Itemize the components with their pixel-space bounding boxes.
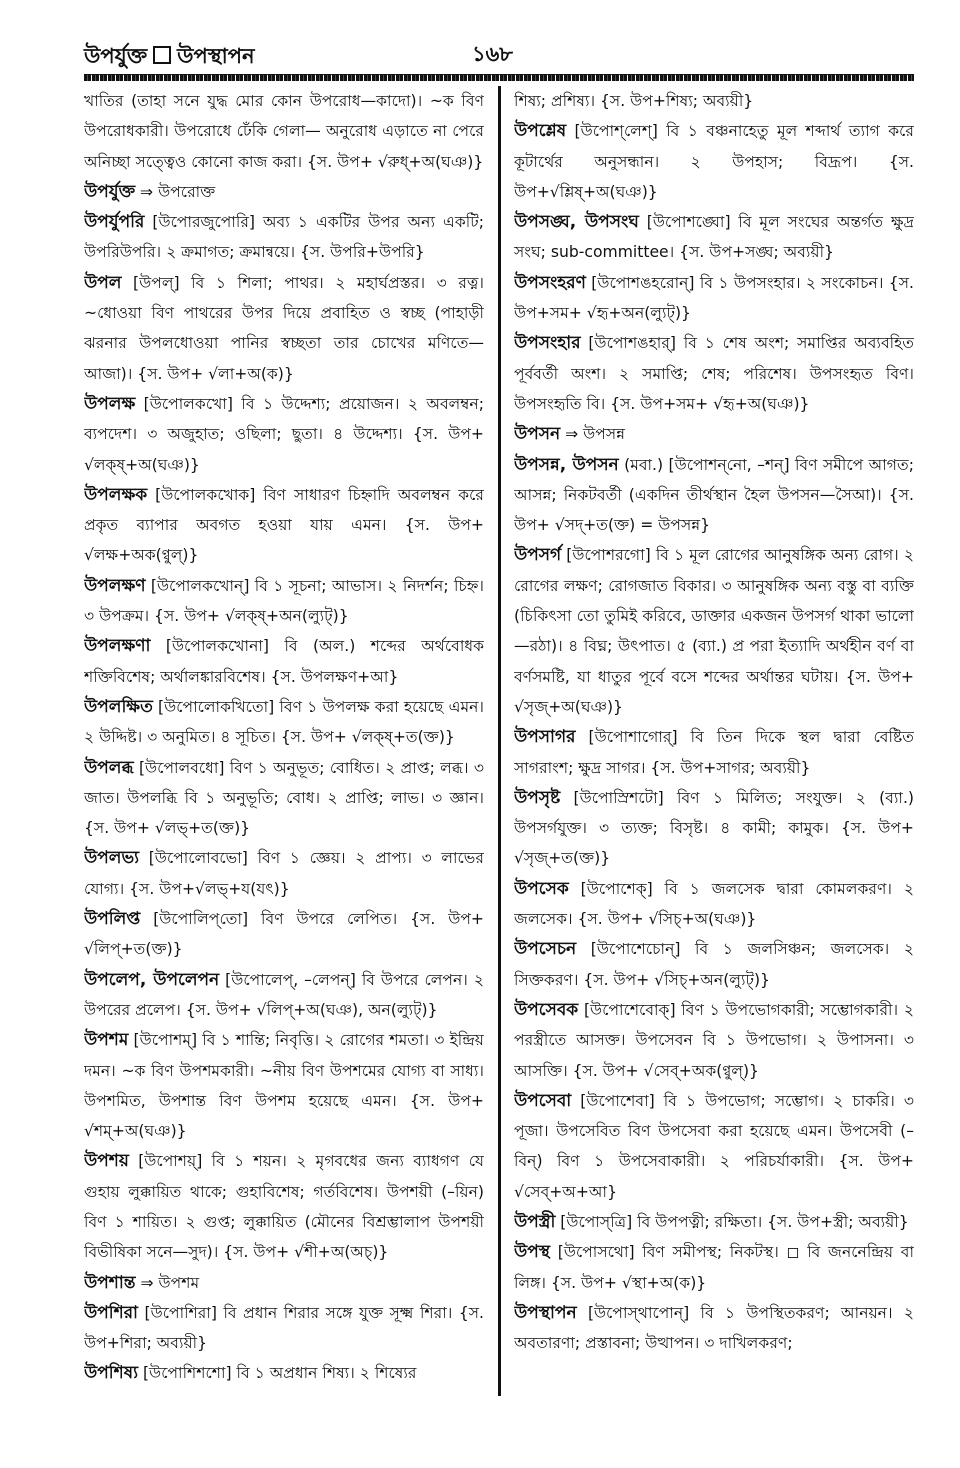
definition-text: [উপোলেপ্, –লেপন্] বি উপরে লেপন। ২ উপরের প্রলেপ। {স. উপ+ √লিপ্+অ(ঘঞ), অন(ল্যুট্)} [84,970,484,1019]
headword: উপলিপ্ত [84,909,141,930]
dictionary-entry [514,934,914,995]
dictionary-entry [84,1268,484,1298]
definition-text: ⇒ উপসন্ন [560,425,626,444]
definition-text: [উপোশয়্] বি ১ শয়ন। ২ মৃগবধের জন্য ব্যাধগণ যে গুহায় লুক্কায়িত থাকে; গুহাবিশেষ; গর্তবিশেষ। উপশয়ী (–য়িন) বিণ ১ শায়িত। ২ গুপ্ত; লুক্কায়িত (মৌনের বিশ্রম্ভালাপ উপশয়ী বিভীষিকা সনে—সুদ)। {স. উপ+ √শী+অ(অচ্)} [84,1152,484,1262]
dictionary-entry [84,389,484,480]
dictionary-entry [84,631,484,692]
dictionary-entry [514,1298,914,1359]
definition-text: [উপোলবধো] বিণ ১ অনুভূত; বোধিত। ২ প্রাপ্ত; লব্ধ। ৩ জাত। উপলব্ধি বি ১ অনুভূতি; বোধ। ২ প্রাপ্তি; লাভ। ৩ জ্ঞান। {স. উপ+ √লভ্+ত(ক্ত)} [84,758,484,838]
dictionary-entry [84,753,484,844]
definition-text: [উপোশঙ্ঘো] বি মূল সংঘের অন্তর্গত ক্ষুদ্র সংঘ; sub-committee। {স. উপ+সঙ্ঘ; অব্যয়ী} [514,213,914,262]
definition-text: [উপোসথো] বিণ সমীপস্থ; নিকটস্থ। ◻ বি জননেন্দ্রিয় বা লিঙ্গ। {স. উপ+ √স্থা+অ(ক)} [514,1243,914,1292]
dictionary-entry [514,268,914,329]
definition-text: শিষ্য; প্রশিষ্য। {স. উপ+শিষ্য; অব্যয়ী} [514,92,754,110]
dictionary-entry [514,995,914,1086]
definition-text: [উপোলকখোন্] বি ১ সূচনা; আভাস। ২ নিদর্শন; চিহ্ন। ৩ উপক্রম। {স. উপ+ √লক্ষ্+অন(ল্যুট্)} [84,576,484,626]
headword: উপশিষ্য [84,1363,139,1384]
headword: উপসংহরণ [514,272,586,293]
dictionary-entry [84,480,484,571]
definition-text: [উপোশঙহরোন্] বি ১ উপসংহার। ২ সংকোচন। {স. উপ+সম+ √হৃ+অন(ল্যুট্)} [514,273,914,323]
definition-text: [উপোশঙহার্] বি ১ শেষ অংশ; সমাপ্তির অব্যবহিত পূর্ববর্তী অংশ। ২ সমাপ্তি; শেষ; পরিশেষ। উপসংহৃত বিণ। উপসংহৃতি বি। {স. উপ+সম+ √হৃ+অ(ঘঞ)} [514,334,914,413]
definition-text: [উপোশাগোর্] বি তিন দিকে স্থল দ্বারা বেষ্টিত সাগরাংশ; ক্ষুদ্র সাগর। {স. উপ+সাগর; অব্যয়ী} [514,728,914,777]
dictionary-entry [514,783,914,874]
headword: উপসেক [514,878,569,899]
column-divider [498,86,501,1396]
dictionary-entry [84,1146,484,1267]
dictionary-entry [84,965,484,1026]
running-header [84,36,914,70]
definition-text: [উপোশিরা] বি প্রধান শিরার সঙ্গে যুক্ত সূক্ষ্ম শিরা। {স. উপ+শিরা; অব্যয়ী} [84,1303,484,1353]
dictionary-entry [514,1207,914,1237]
dictionary-entry [84,268,484,389]
headword: উপলক্ষক [84,484,148,505]
dictionary-entry [514,450,914,541]
headword: উপসঙ্ঘ, উপসংঘ [514,212,639,233]
headword: উপসন [514,424,561,445]
headword: উপসেবা [514,1090,572,1111]
dictionary-entry [514,116,914,207]
headword: উপশয় [84,1151,129,1172]
definition-text: [উপোশেক্] বি ১ জলসেক দ্বারা কোমলকরণ। ২ জলসেক। {স. উপ+ √সিচ্+অ(ঘঞ)} [514,879,914,929]
headword: উপশ্লেষ [514,121,567,142]
dictionary-columns [84,86,914,1396]
definition-text: [উপোশিশশো] বি ১ অপ্রধান শিষ্য। ২ শিষ্যের [138,1364,417,1383]
headword: উপল [84,272,122,293]
headword: উপলভ্য [84,848,140,869]
definition-text: (মবা.) [উপোশন্‌নো, –শন্] বিণ সমীপে আগত; আসন্ন; নিকটবর্তী (একদিন তীর্থস্থান হৈল উপসন—সৈআ)। {স. উপ+ √সদ্+ত(ক্ত) = উপসন্ন} [514,455,914,535]
definition-text: [উপোলোকখিতো] বিণ ১ উপলক্ষ করা হয়েছে এমন। ২ উদ্দিষ্ট। ৩ অনুমিত। ৪ সূচিত। {স. উপ+ √লক্ষ্+ত(ক্ত)} [84,697,484,747]
page-number: ১৬৮ [472,42,513,66]
headword: উপশিরা [84,1302,138,1323]
definition-text: [উপোশম্] বি ১ শান্তি; নিবৃত্তি। ২ রোগের শমতা। ৩ ইন্দ্রিয় দমন। ~ক বিণ উপশমকারী। ~নীয় বিণ উপশমের যোগ্য বা সাধ্য। উপশমিত, উপশান্ত বিণ উপশম হয়েছে এমন। {স. উপ+ √শম্+অ(ঘঞ)} [84,1031,484,1141]
dictionary-entry [514,874,914,935]
definition-text: [উপোরজুপোরি] অব্য ১ একটির উপর অন্য একটি; উপরিউপরি। ২ ক্রমাগত; ক্রমান্বয়ে। {স. উপরি+উপরি} [84,213,484,262]
headword: উপস্ত্রী [514,1211,556,1232]
dictionary-entry [514,328,914,419]
definition-text: [উপোশেবোক্] বিণ ১ উপভোগকারী; সম্ভোগকারী। ২ পরস্ত্রীতে আসক্ত। উপসেবন বি ১ উপভোগ। ২ উপাসনা। ৩ আসক্তি। {স. উপ+ √সেব্+অক(ণ্বুল্)} [514,1000,914,1080]
dictionary-entry [84,692,484,753]
headword: উপসেবক [514,999,579,1020]
header-rule [84,74,914,81]
definition-text: [উপল্] বি ১ শিলা; পাথর। ২ মহার্ঘপ্রস্তর। ৩ রত্ন। ~ধোওয়া বিণ পাথরের উপর দিয়ে প্রবাহিত ও স্বচ্ছ (পাহাড়ী ঝরনার উপলধোওয়া পানির স্বচ্ছতা তার চোখের মণিতে—আজা)। {স. উপ+ √লা+অ(ক)} [84,273,484,383]
definition-text: ⇒ উপশম [135,1273,200,1292]
headword: উপশান্ত [84,1272,136,1293]
dictionary-entry [514,207,914,268]
definition-text: [উপোস্‌থাপোন্] বি ১ উপস্থিতকরণ; আনয়ন। ২ অবতারণা; প্রস্তাবনা; উত্থাপন। ৩ দাখিলকরণ; [514,1303,914,1353]
dictionary-entry [514,419,914,449]
definition-text: [উপোস্‌ত্রি] বি উপপত্নী; রক্ষিতা। {স. উপ+স্ত্রী; অব্যয়ী} [555,1212,909,1231]
dictionary-entry [84,843,484,904]
headword: উপসেচন [514,939,577,960]
separator-box-icon [153,46,171,64]
dictionary-entry [84,86,484,177]
dictionary-entry [514,722,914,783]
guide-words [84,40,255,75]
headword: উপর্যুপরি [84,212,145,233]
headword: উপসাগর [514,727,576,748]
right-column [514,86,914,1396]
headword: উপলক্ষণা [84,636,151,657]
definition-text: ⇒ উপরোক্ত [135,182,216,201]
headword: উপলক্ষিত [84,696,153,717]
definition-text: খাতির (তাহা সনে যুদ্ধ মোর কোন উপরোধ—কাদো)। ~ক বিণ উপরোধকারী। উপরোধে ঢেঁকি গেলা— অনুরোধ এড়াতে না পেরে অনিচ্ছা সত্ত্বেও কোনো কাজ করা। {স. উপ+ √রুধ্+অ(ঘঞ)} [84,92,484,171]
definition-text: [উপোশেবা] বি ১ উপভোগ; সম্ভোগ। ২ চাকরি। ৩ পূজা। উপসেবিত বিণ উপসেবা করা হয়েছে এমন। উপসেবী (–বিন্) বিণ ১ উপসেবাকারী। ২ পরিচর্যাকারী। {স. উপ+ √সেব্+অ+আ} [514,1091,914,1201]
definition-text: [উপোলকখো] বি ১ উদ্দেশ্য; প্রয়োজন। ২ অবলম্বন; ব্যপদেশ। ৩ অজুহাত; ওছিলা; ছুতা। ৪ উদ্দেশ্য। {স. উপ+ √লক্ষ্+অ(ঘঞ)} [84,394,484,474]
dictionary-entry [84,904,484,965]
definition-text: [উপোলকখোনা] বি (অল.) শব্দের অর্থবোধক শক্তিবিশেষ; অর্থালঙ্কারবিশেষ। {স. উপলক্ষণ+আ} [84,637,484,686]
definition-text: [উপোশ্‌লেশ্] বি ১ বঞ্চনাহেতু মূল শব্দার্থ ত্যাগ করে কূটার্থের অনুসন্ধান। ২ উপহাস; বিদ্রূপ। {স. উপ+√শ্লিষ্+অ(ঘঞ)} [514,122,914,201]
dictionary-entry [514,1086,914,1207]
definition-text: [উপোলকখোক] বিণ সাধারণ চিহ্নাদি অবলম্বন করে প্রকৃত ব্যাপার অবগত হওয়া যায় এমন। {স. উপ+ √লক্ষ+অক(ণ্বুল্)} [84,485,484,565]
headword: উপস্থ [514,1242,551,1263]
dictionary-entry [84,207,484,268]
headword: উপলেপ, উপলেপন [84,969,220,990]
headword: উপসন্ন, উপসন [514,454,619,475]
dictionary-entry [84,571,484,632]
dictionary-entry [514,540,914,722]
dictionary-entry [84,1358,484,1388]
headword: উপলক্ষণ [84,575,146,596]
dictionary-entry [84,1025,484,1146]
headword: উপলব্ধ [84,757,134,778]
headword: উপসর্গ [514,545,562,566]
definition-text: [উপোশেচোন্] বি ১ জলসিঞ্চন; জলসেক। ২ সিক্তকরণ। {স. উপ+ √সিচ্+অন(ল্যুট্)} [514,940,914,989]
left-column [84,86,484,1396]
definition-text: [উপোশরগো] বি ১ মূল রোগের আনুষঙ্গিক অন্য রোগ। ২ রোগের লক্ষণ; রোগজাত বিকার। ৩ আনুষঙ্গিক অন্য বস্তু বা ব্যক্তি (চিকিৎসা তো তুমিই করিবে, ডাক্তার একজন উপসর্গ থাকা ভালো—রঠা)। ৪ বিঘ্ন; উৎপাত। ৫ (ব্যা.) প্র পরা ইত্যাদি অর্থহীন বর্ণ বা বর্ণসমষ্টি, যা ধাতুর পূর্বে বসে শব্দের অর্থান্তর ঘটায়। {স. উপ+ √সৃজ্+অ(ঘঞ)} [514,546,914,716]
dictionary-entry [84,1298,484,1359]
dictionary-entry [514,1237,914,1298]
headword: উপশম [84,1030,129,1051]
definition-text: [উপোলিপ্‌তো] বিণ উপরে লেপিত। {স. উপ+ √লিপ্+ত(ক্ত)} [84,910,484,959]
dictionary-entry [514,86,914,116]
headword: উপসংহার [514,333,581,354]
headword: উপর্যুক্ত [84,181,136,202]
definition-text: [উপোস্রিশটো] বিণ ১ মিলিত; সংযুক্ত। ২ (ব্যা.) উপসর্গযুক্ত। ৩ ত্যক্ত; বিসৃষ্ট। ৪ কামী; কামুক। {স. উপ+ √সৃজ্+ত(ক্ত)} [514,788,914,868]
headword: উপলক্ষ [84,393,136,414]
dictionary-entry [84,177,484,207]
headword: উপসৃষ্ট [514,787,561,808]
definition-text: [উপোলোবভো] বিণ ১ জ্ঞেয়। ২ প্রাপ্য। ৩ লাভের যোগ্য। {স. উপ+√লভ্+য(যৎ)} [84,849,484,898]
guide-word-right: উপস্থাপন [177,44,255,68]
guide-word-left: উপর্যুক্ত [84,44,148,68]
headword: উপস্থাপন [514,1302,577,1323]
